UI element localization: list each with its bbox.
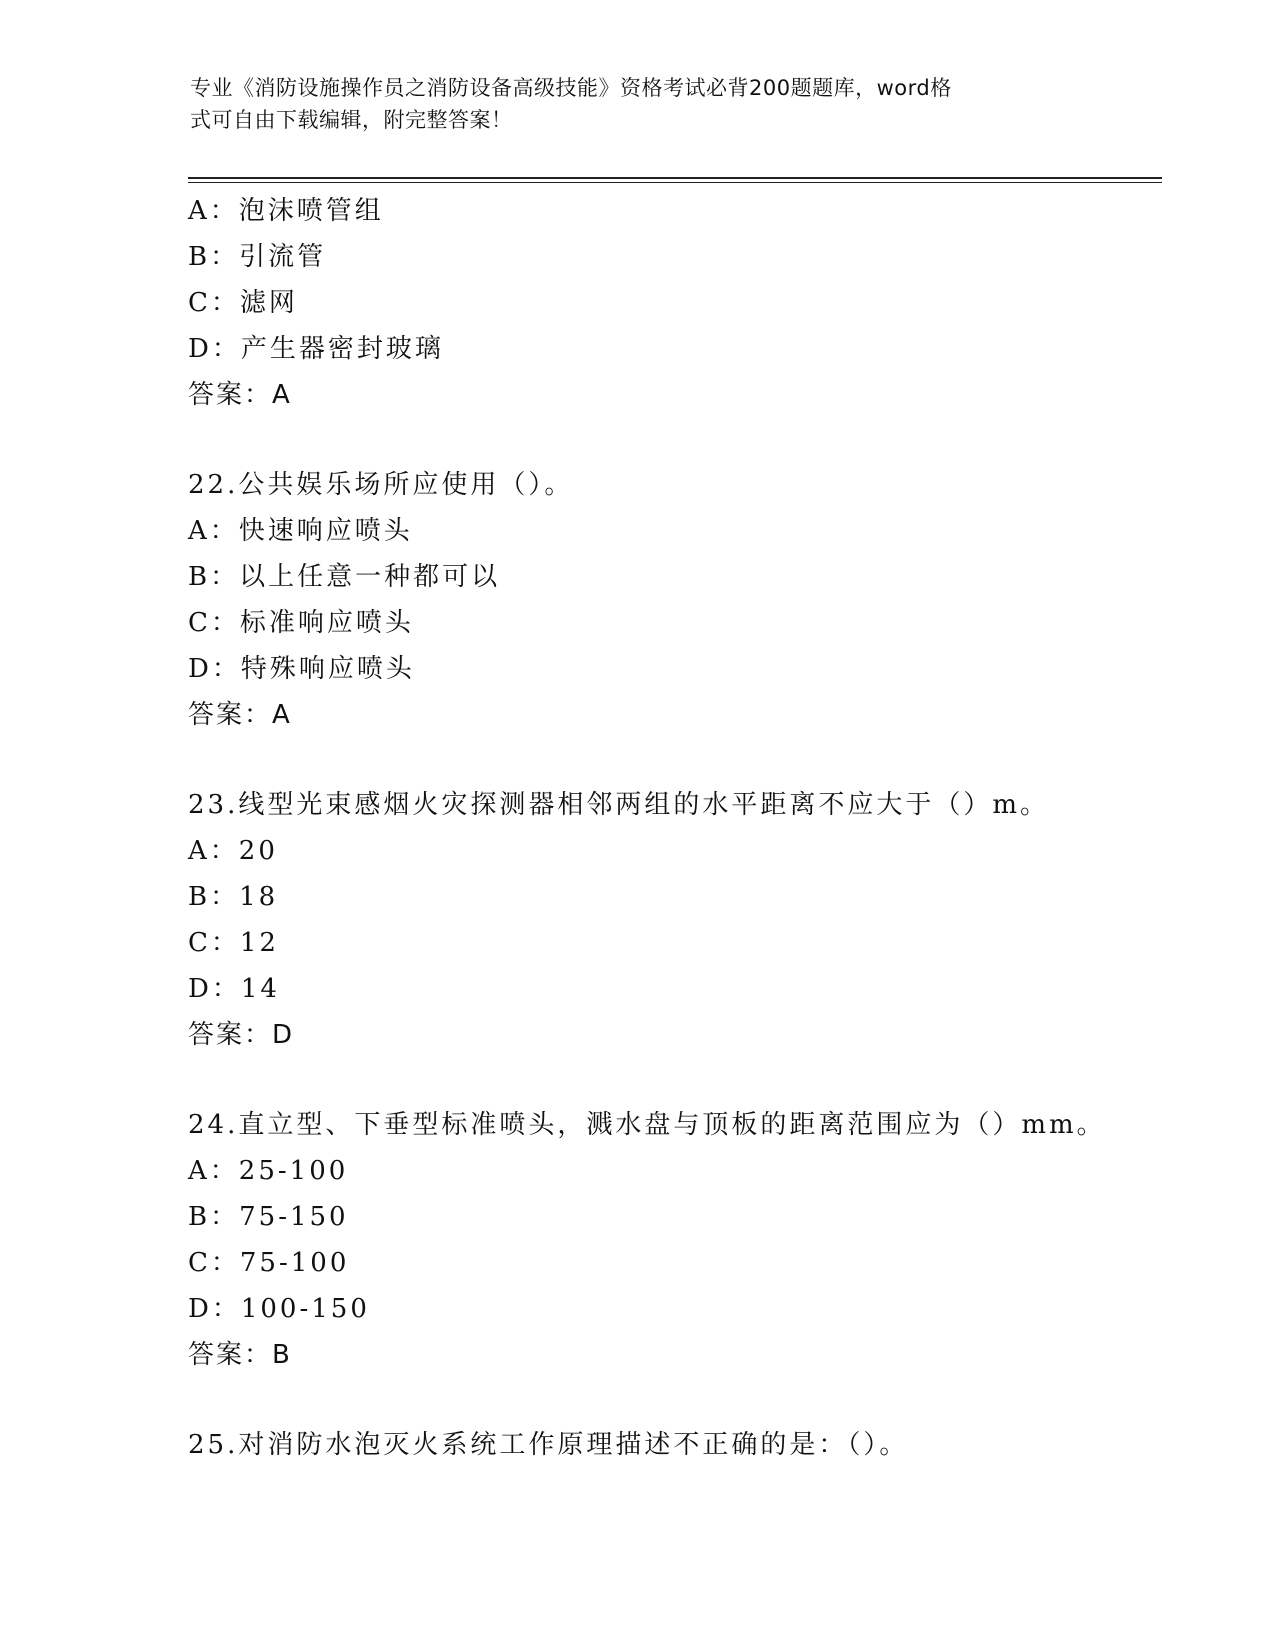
question-list	[188, 188, 1148, 1468]
question-21-continued	[188, 188, 1148, 418]
question-stem: 22.公共娱乐场所应使用（）。	[188, 470, 574, 500]
spacer	[188, 418, 1148, 462]
spacer	[188, 738, 1148, 782]
question-23	[188, 782, 1148, 1058]
option-d: D：特殊响应喷头	[188, 654, 415, 684]
option-a: A：25-100	[188, 1156, 349, 1186]
option-a: A：快速响应喷头	[188, 516, 413, 546]
header-divider-thick	[188, 177, 1162, 179]
option-b: B：引流管	[188, 242, 327, 272]
option-a: A：20	[188, 836, 278, 866]
spacer	[188, 1378, 1148, 1422]
option-c: C：12	[188, 928, 279, 958]
option-d: D：产生器密封玻璃	[188, 334, 444, 364]
option-d: D：14	[188, 974, 280, 1004]
option-c: C：滤网	[188, 288, 298, 318]
option-b: B：75-150	[188, 1202, 349, 1232]
answer: 答案：D	[188, 1020, 295, 1050]
question-22	[188, 462, 1148, 738]
question-stem: 25.对消防水泡灭火系统工作原理描述不正确的是：（）。	[188, 1430, 909, 1460]
answer: 答案：A	[188, 380, 292, 410]
option-a: A：泡沫喷管组	[188, 196, 384, 226]
header-line-1: 专业《消防设施操作员之消防设备高级技能》资格考试必背200题题库，word格	[190, 76, 952, 100]
question-stem: 24.直立型、下垂型标准喷头，溅水盘与顶板的距离范围应为（）mm。	[188, 1110, 1106, 1140]
question-24	[188, 1102, 1148, 1378]
header-divider-thin	[188, 182, 1162, 183]
option-b: B：以上任意一种都可以	[188, 562, 501, 592]
document-header	[190, 72, 1090, 136]
question-25	[188, 1422, 1148, 1468]
header-line-2: 式可自由下载编辑，附完整答案！	[190, 108, 513, 132]
option-c: C：标准响应喷头	[188, 608, 414, 638]
option-c: C：75-100	[188, 1248, 350, 1278]
answer: 答案：B	[188, 1340, 292, 1370]
option-d: D：100-150	[188, 1294, 370, 1324]
option-b: B：18	[188, 882, 279, 912]
answer: 答案：A	[188, 700, 292, 730]
question-stem: 23.线型光束感烟火灾探测器相邻两组的水平距离不应大于（）m。	[188, 790, 1050, 820]
spacer	[188, 1058, 1148, 1102]
